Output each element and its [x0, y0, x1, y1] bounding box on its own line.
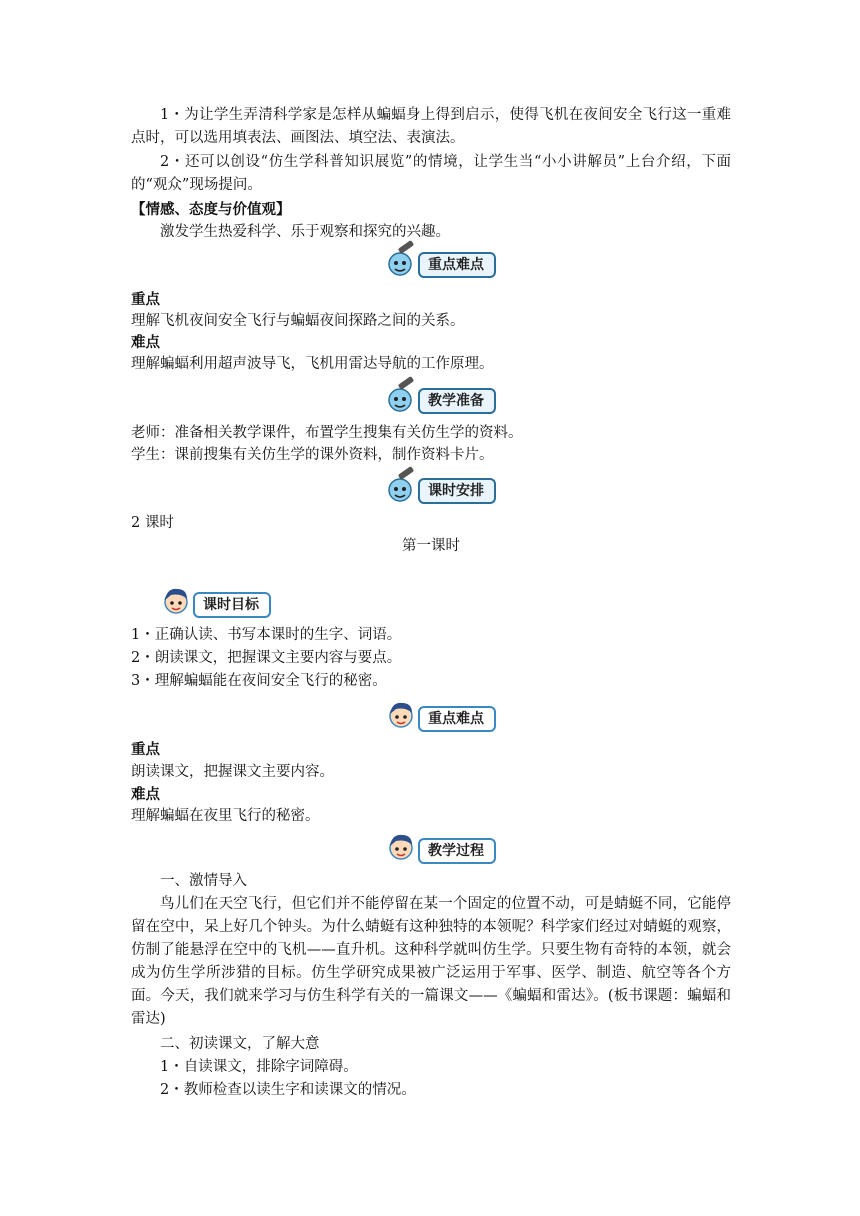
- difficulty-label-2: 难点: [131, 786, 160, 803]
- key-label-2: 重点: [131, 741, 160, 758]
- goal-item-3: 3・理解蝙蝠能在夜间安全飞行的秘密。: [131, 673, 387, 689]
- step2-item-2: 2・教师检查以读生字和读课文的情况。: [160, 1082, 416, 1098]
- goal-item-1: 1・正确认读、书写本课时的生字、词语。: [131, 627, 402, 643]
- badge-preparation-label: 教学准备: [418, 388, 496, 414]
- lesson-title: 第一课时: [402, 538, 460, 554]
- paragraph-method-2: 2・还可以创设“仿生学科普知识展览”的情境，让学生当“小小讲解员”上台介绍，下面的“观众”现场提问。: [131, 154, 731, 193]
- key-text-2: 朗读课文，把握课文主要内容。: [131, 764, 334, 780]
- step1-text: 鸟儿们在天空飞行，但它们并不能停留在某一个固定的位置不动，可是蜻蜓不同，它能停留在空中，呆上好几个钟头。为什么蜻蜓有这种独特的本领呢？科学家们经过对蜻蜓的观察，仿制了能悬浮在空中的飞机——直升机。这种科学就叫仿生学。只要生物有奇特的本领，就会成为仿生学所涉猎的目标。仿生学研究成果被广泛运用于军事、医学、制造、航空等各个方面。今天，我们就来学习与仿生科学有关的一篇课文——《蝙蝠和雷达》。(板书课题：蝙蝠和雷达): [131, 896, 731, 1027]
- key-text: 理解飞机夜间安全飞行与蝙蝠夜间探路之间的关系。: [131, 313, 465, 329]
- key-label: 重点: [131, 291, 160, 308]
- badge-schedule: [384, 466, 514, 504]
- prep-student: 学生：课前搜集有关仿生学的课外资料，制作资料卡片。: [131, 447, 494, 463]
- badge-keypoints-label: 重点难点: [418, 252, 496, 278]
- badge-goals: [159, 580, 289, 618]
- goal-item-2: 2・朗读课文，把握课文主要内容与要点。: [131, 650, 402, 666]
- difficulty-text: 理解蝙蝠利用超声波导飞，飞机用雷达导航的工作原理。: [131, 356, 494, 372]
- badge-keypoints-2-label: 重点难点: [418, 706, 496, 732]
- prep-teacher: 老师：准备相关教学课件，布置学生搜集有关仿生学的资料。: [131, 425, 523, 441]
- difficulty-label: 难点: [131, 334, 160, 351]
- badge-keypoints: [384, 240, 514, 278]
- step2-item-1: 1・自读课文，排除字词障碍。: [160, 1059, 358, 1075]
- badge-preparation: [384, 376, 514, 414]
- paragraph-method-1: 1・为让学生弄清科学家是怎样从蝙蝠身上得到启示，使得飞机在夜间安全飞行这一重难点时，可以选用填表法、画图法、填空法、表演法。: [131, 107, 731, 146]
- badge-process: [384, 826, 514, 864]
- schedule-hours: 2 课时: [131, 515, 174, 531]
- badge-keypoints-2: [384, 694, 514, 732]
- badge-goals-label: 课时目标: [193, 592, 271, 618]
- difficulty-text-2: 理解蝙蝠在夜里飞行的秘密。: [131, 808, 320, 824]
- emotion-heading: 【情感、态度与价值观】: [131, 201, 291, 218]
- step2-title: 二、初读课文，了解大意: [160, 1036, 320, 1052]
- step1-title: 一、激情导入: [160, 873, 247, 889]
- badge-schedule-label: 课时安排: [418, 478, 496, 504]
- badge-process-label: 教学过程: [418, 838, 496, 864]
- emotion-text: 激发学生热爱科学、乐于观察和探究的兴趣。: [160, 224, 450, 240]
